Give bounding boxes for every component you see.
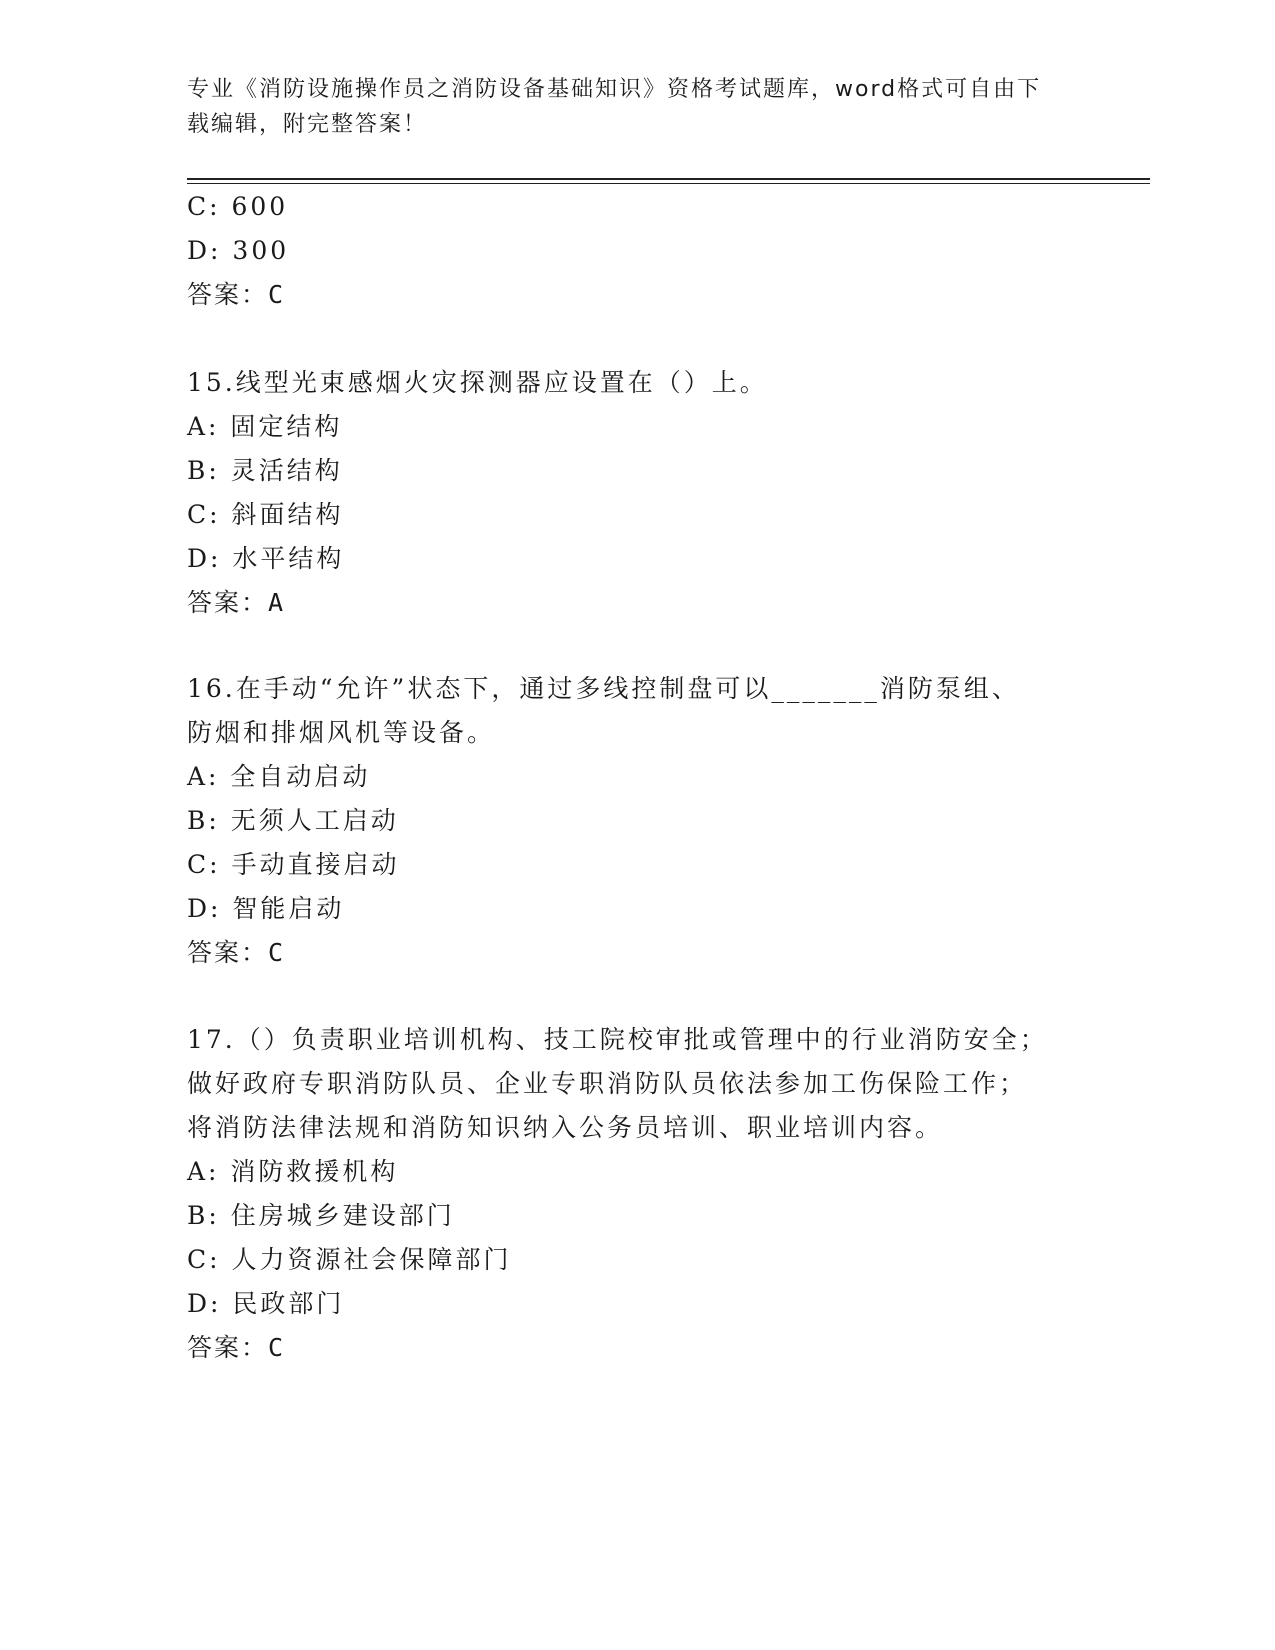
q16-option-a: A: 全自动启动 [187,762,371,791]
document-header [187,72,1067,142]
answer-value: C [268,1333,286,1362]
header-rule-thick [187,178,1150,180]
answer-value: C [268,938,286,967]
q17-option-d: D: 民政部门 [187,1289,345,1318]
q16-answer [187,938,285,968]
q15-stem: 15.线型光束感烟火灾探测器应设置在（）上。 [187,368,768,397]
answer-label: 答案： [187,938,269,967]
q14-option-d: D: 300 [187,236,290,265]
header-rule-thin [187,183,1150,184]
header-line-2: 载编辑，附完整答案！ [187,112,428,137]
q17-stem-line-2: 做好政府专职消防队员、企业专职消防队员依法参加工伤保险工作； [187,1069,1028,1098]
q17-option-b: B: 住房城乡建设部门 [187,1201,455,1230]
q14-answer [187,280,285,310]
q15-option-b: B: 灵活结构 [187,456,343,485]
q17-stem-line-3: 将消防法律法规和消防知识纳入公务员培训、职业培训内容。 [187,1113,944,1142]
answer-label: 答案： [187,280,269,309]
q16-option-c: C: 手动直接启动 [187,850,400,879]
q17-answer [187,1333,285,1363]
q15-option-a: A: 固定结构 [187,412,343,441]
q15-option-c: C: 斜面结构 [187,500,344,529]
q16-stem-line-2: 防烟和排烟风机等设备。 [187,718,496,747]
q16-stem-line-1: 16.在手动“允许”状态下，通过多线控制盘可以_______消防泵组、 [187,674,1020,703]
q17-stem-line-1: 17.（）负责职业培训机构、技工院校审批或管理中的行业消防安全； [187,1025,1048,1054]
answer-value: C [268,280,286,309]
q16-option-d: D: 智能启动 [187,894,345,923]
q15-answer [187,588,285,618]
answer-label: 答案： [187,588,269,617]
q17-option-c: C: 人力资源社会保障部门 [187,1245,512,1274]
q15-option-d: D: 水平结构 [187,544,345,573]
answer-label: 答案： [187,1333,269,1362]
answer-value: A [268,588,286,617]
q17-option-a: A: 消防救援机构 [187,1157,399,1186]
q14-option-c: C: 600 [187,192,289,221]
header-line-1: 专业《消防设施操作员之消防设备基础知识》资格考试题库，word格式可自由下 [187,77,1042,102]
q16-option-b: B: 无须人工启动 [187,806,399,835]
